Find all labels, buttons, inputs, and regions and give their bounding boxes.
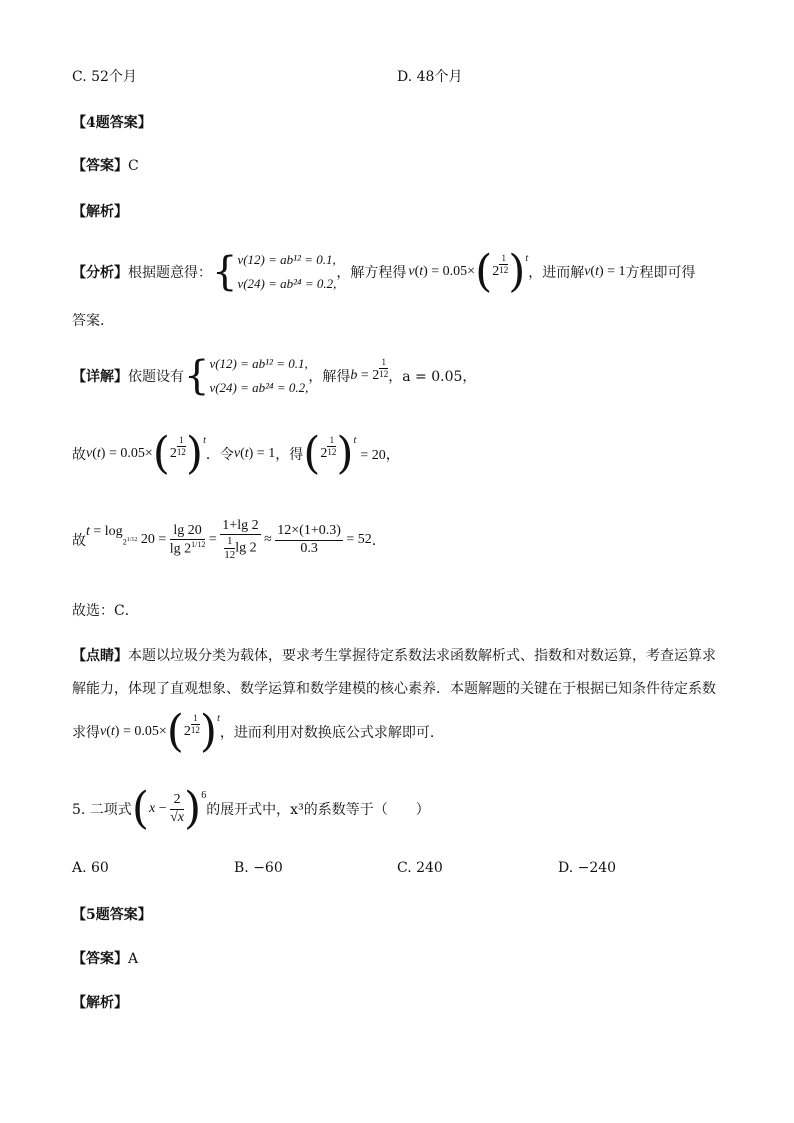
left-brace: { — [212, 249, 238, 295]
fenxi-tail: 答案. — [72, 313, 105, 329]
q5-option-c: C. 240 — [397, 860, 443, 876]
q5-analysis-label: 【解析】 — [72, 995, 128, 1011]
q5-answer-line: 【答案】A — [72, 951, 139, 967]
equation-system — [237, 248, 336, 296]
choose-line: 故选：C． — [72, 603, 139, 619]
answer-value: C — [128, 158, 139, 174]
sys-line-2: v(24) = ab²⁴ = 0.2, — [237, 276, 337, 291]
detail-a: ，a = 0.05， — [388, 369, 477, 385]
q4-answer-header: 【4题答案】 — [72, 115, 152, 131]
equation-system-2: v(12) = ab¹² = 0.1, v(24) = ab²⁴ = 0.2, — [209, 356, 309, 395]
fenxi-intro: 根据题意得： — [128, 265, 212, 281]
fenxi-mid: ，解方程得 — [336, 265, 407, 281]
option-c: C. 52个月 — [72, 69, 137, 85]
vt-formula: v — [408, 264, 415, 279]
xiangjie-line: 【详解】 依题设有 { v(12) = ab¹² = 0.1, v(24) = ab²⁴ = 0.2, ，解得 b = 2 $\frac{1}{12}$ ，a = 0.05， — [72, 353, 477, 399]
dianjing-line-3: 求得 v ( t ) = 0.05× ( 2 $\frac{1}{12}$ ) $^t$ ，进而利用对数换底公式求解即可. — [72, 706, 435, 757]
fenxi-line: 【分析】 根据题意得： { v(12) = ab¹² = 0.1, v(24) = ab²⁴ = 0.2, ，解方程得 v ( t ) = 0.05× ( 2 $\frac{1}{12}$ ) $^t$ ，进而解 v ( t ) = 1 方程即可得 — [72, 246, 696, 297]
q5-option-b: B. −60 — [234, 860, 283, 876]
q4-answer-line — [72, 155, 139, 175]
q5-option-a: A. 60 — [72, 860, 109, 876]
detail-intro: 依题设有 — [128, 369, 184, 385]
fenxi-label: 【分析】 — [72, 265, 128, 281]
q5-answer-header: 【5题答案】 — [72, 907, 152, 923]
dianjing-line-2: 解能力，体现了直观想象、数学运算和数学建模的核心素养．本题解题的关键在于根据已知条件待定系数 — [72, 681, 716, 697]
q5-option-d: D. −240 — [558, 860, 617, 876]
option-d: D. 48个月 — [397, 69, 463, 85]
sys-line-1: v(12) = ab¹² = 0.1, — [237, 252, 336, 267]
detail-label: 【详解】 — [72, 369, 128, 385]
detail-mid: ，解得 — [308, 369, 351, 385]
vt-line: 故 v ( t ) = 0.05× ( 2 $\frac{1}{12}$ ) $^t$ ．令 v ( t ) = 1 ，得 ( 2 $\frac{1}{12}$ ) $^t$ = 20， — [72, 428, 400, 479]
fenxi-end: 方程即可得 — [625, 265, 696, 281]
fenxi-mid2: ，进而解 — [528, 265, 585, 281]
dianjing-line-1: 【点睛】本题以垃圾分类为载体，要求考生掌握待定系数法求函数解析式、指数和对数运算，考查运算求 — [72, 648, 716, 664]
q5-stem: 5. 二项式 ( x − $\frac{2}{√x}$ ) $^6$ 的展开式中，x³的系数等于（ ） — [72, 783, 430, 834]
log-line: 故 t = log $_{2^{1/12}}$ 20 = $\frac{\lg 20}{\lg 2^{1/12}}$ = 1+lg 2 $\frac{1}{12}$ lg 2 ≈ $\frac{12\times(1+0.3)}{0.3}$ = 52 ． — [72, 518, 386, 562]
answer-label: 【答案】 — [72, 158, 128, 174]
q4-analysis-label: 【解析】 — [72, 204, 128, 220]
